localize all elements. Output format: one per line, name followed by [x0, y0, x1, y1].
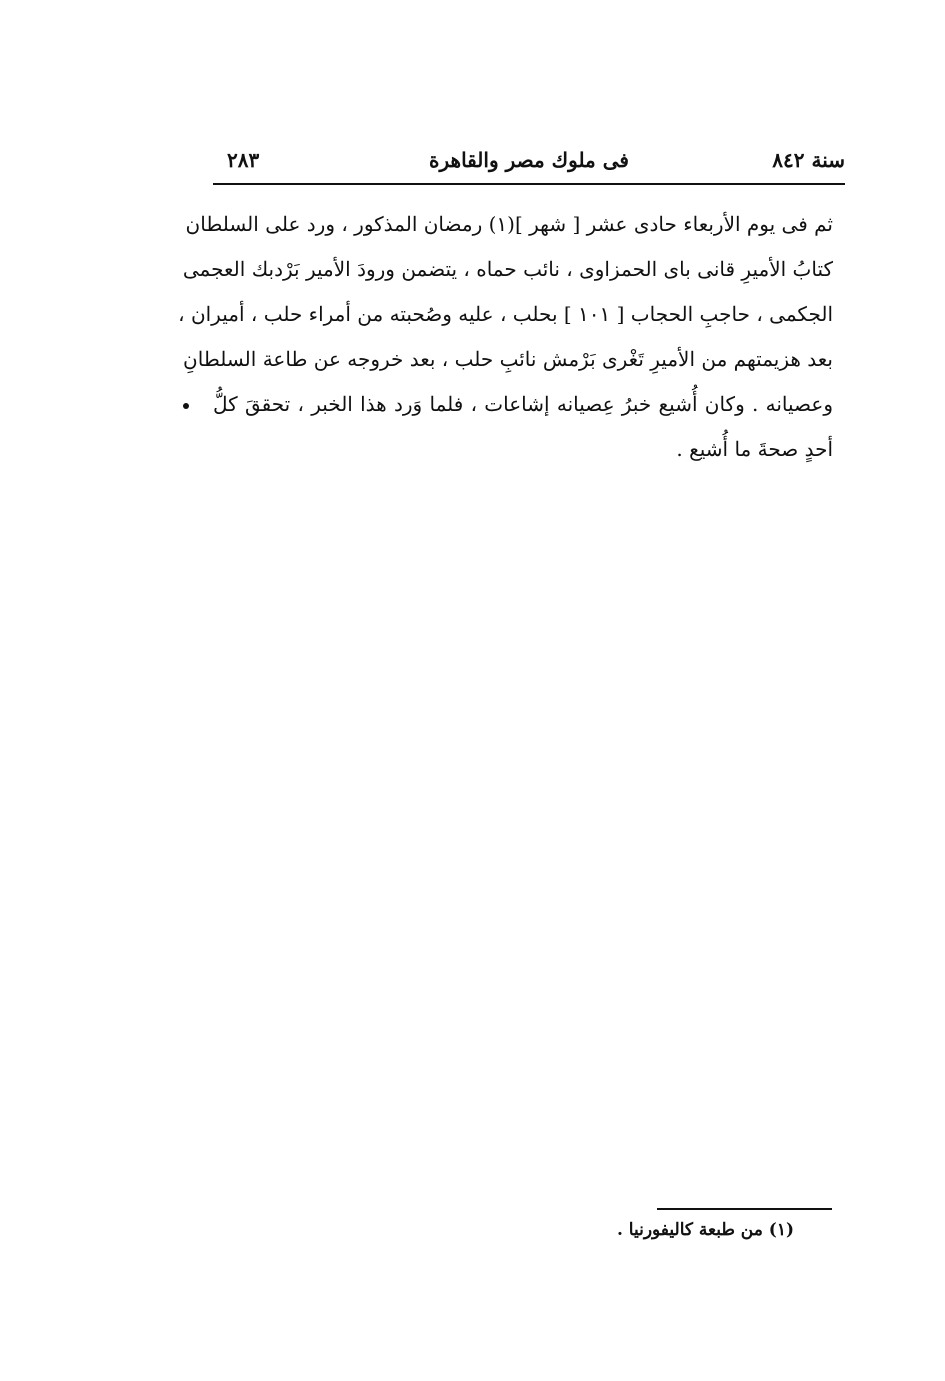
text-line: أحدٍ صحةَ ما أُشيع . [676, 437, 833, 461]
text-line: الجكمى ، حاجبِ الحجاب [ ١٠١ ] بحلب ، عليه وصُحبته من أمراء حلب ، أميران ، [178, 302, 833, 326]
text-line: بعد هزيمتهم من الأميرِ تَغْرى بَرْمش نائبِ حلب ، بعد خروجه عن طاعة السلطانِ [183, 347, 833, 371]
header-year: سنة ٨٤٢ [772, 148, 845, 172]
footnote: (١) من طبعة كاليفورنيا . [616, 1220, 794, 1240]
running-header [213, 142, 845, 178]
header-title: فى ملوك مصر والقاهرة [429, 148, 629, 172]
margin-mark [183, 403, 189, 409]
footnote-rule [657, 1208, 832, 1210]
text-line: وعصيانه . وكان أُشيع خبرُ عِصيانه إشاعات ، فلما وَرد هذا الخبر ، تحققَ كلُّ [213, 392, 833, 416]
text-line: ثم فى يوم الأربعاء حادى عشر [ شهر ](١) رمضان المذكور ، ورد على السلطان [185, 212, 833, 236]
text-line: كتابُ الأميرِ قانى باى الحمزاوى ، نائب حماه ، يتضمن ورودَ الأمير بَرْدبك العجمى [182, 257, 833, 281]
main-text [178, 202, 833, 472]
header-rule [213, 183, 845, 185]
page-number: ٢٨٣ [227, 148, 260, 172]
